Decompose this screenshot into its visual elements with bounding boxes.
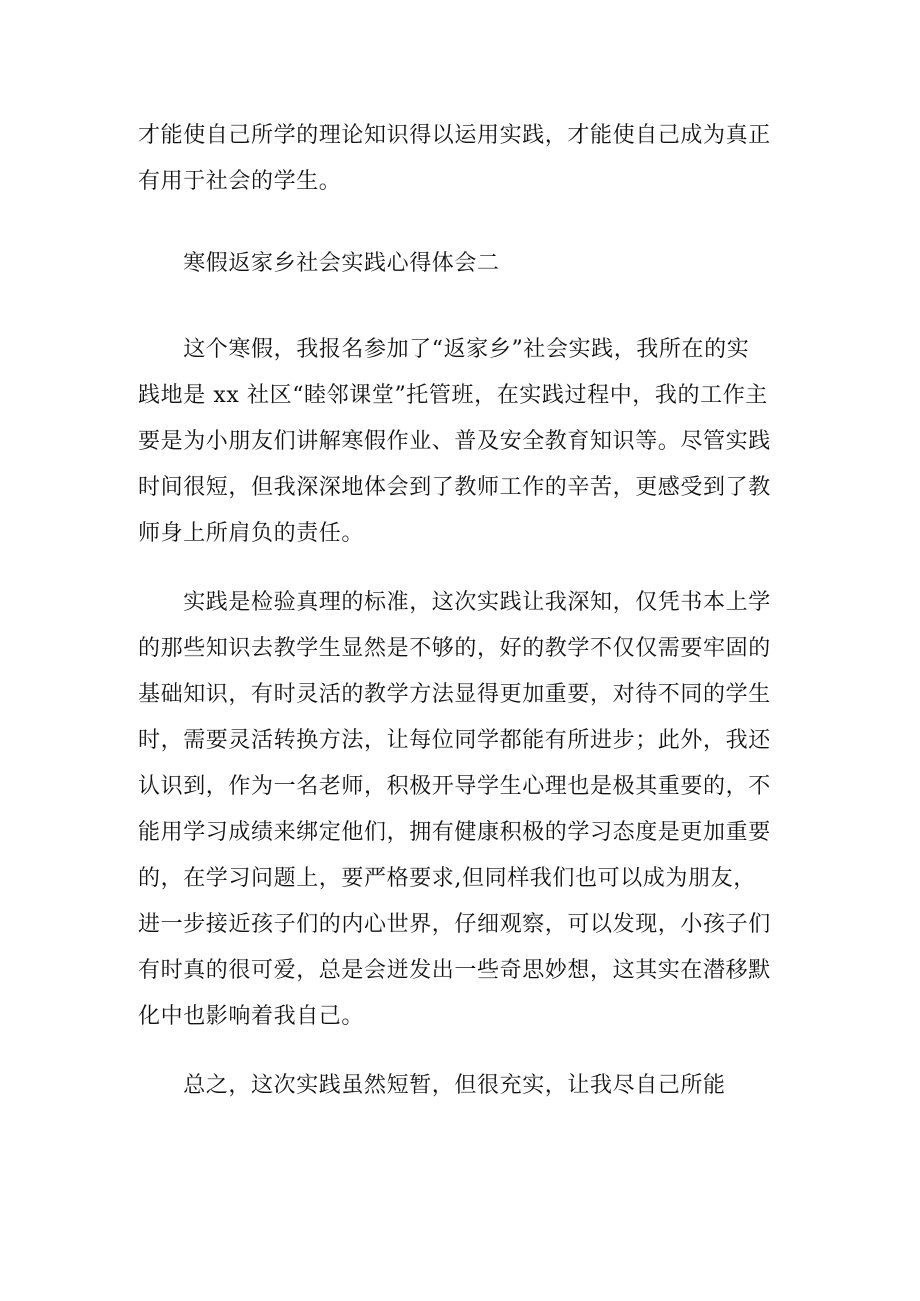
paragraph-continuation — [138, 113, 788, 205]
text-line: 时间很短，但我深深地体会到了教师工作的辛苦，更感受到了教 — [138, 475, 771, 500]
text-line: 时，需要灵活转换方法，让每位同学都能有所进步；此外，我还 — [138, 728, 771, 753]
paragraph-conclusion — [138, 1063, 788, 1109]
heading-line: 寒假返家乡社会实践心得体会二 — [138, 251, 500, 276]
text-line: 的，在学习问题上，要严格要求,但同样我们也可以成为朋友， — [138, 866, 756, 891]
text-line: 有用于社会的学生。 — [138, 169, 342, 194]
section-heading — [138, 241, 788, 287]
paragraph-reflection — [138, 580, 788, 1040]
text-line: 师身上所肩负的责任。 — [138, 521, 365, 546]
text-line: 基础知识，有时灵活的教学方法显得更加重要，对待不同的学生 — [138, 682, 771, 707]
text-line: 总之，这次实践虽然短暂，但很充实，让我尽自己所能 — [138, 1073, 726, 1098]
text-line: 有时真的很可爱，总是会迸发出一些奇思妙想，这其实在潜移默 — [138, 958, 771, 983]
text-line: 才能使自己所学的理论知识得以运用实践，才能使自己成为真正 — [138, 123, 771, 148]
paragraph-intro — [138, 327, 788, 557]
text-line: 化中也影响着我自己。 — [138, 1004, 365, 1029]
text-line: 这个寒假，我报名参加了“返家乡”社会实践，我所在的实 — [138, 337, 750, 362]
text-line: 能用学习成绩来绑定他们，拥有健康积极的学习态度是更加重要 — [138, 820, 771, 845]
text-line: 的那些知识去教学生显然是不够的，好的教学不仅仅需要牢固的 — [138, 636, 771, 661]
text-line: 践地是 xx 社区“睦邻课堂”托管班，在实践过程中，我的工作主 — [138, 383, 768, 408]
text-line: 实践是检验真理的标准，这次实践让我深知，仅凭书本上学 — [138, 590, 771, 615]
text-line: 认识到，作为一名老师，积极开导学生心理也是极其重要的，不 — [138, 774, 771, 799]
text-line: 要是为小朋友们讲解寒假作业、普及安全教育知识等。尽管实践 — [138, 429, 771, 454]
text-line: 进一步接近孩子们的内心世界，仔细观察，可以发现，小孩子们 — [138, 912, 771, 937]
